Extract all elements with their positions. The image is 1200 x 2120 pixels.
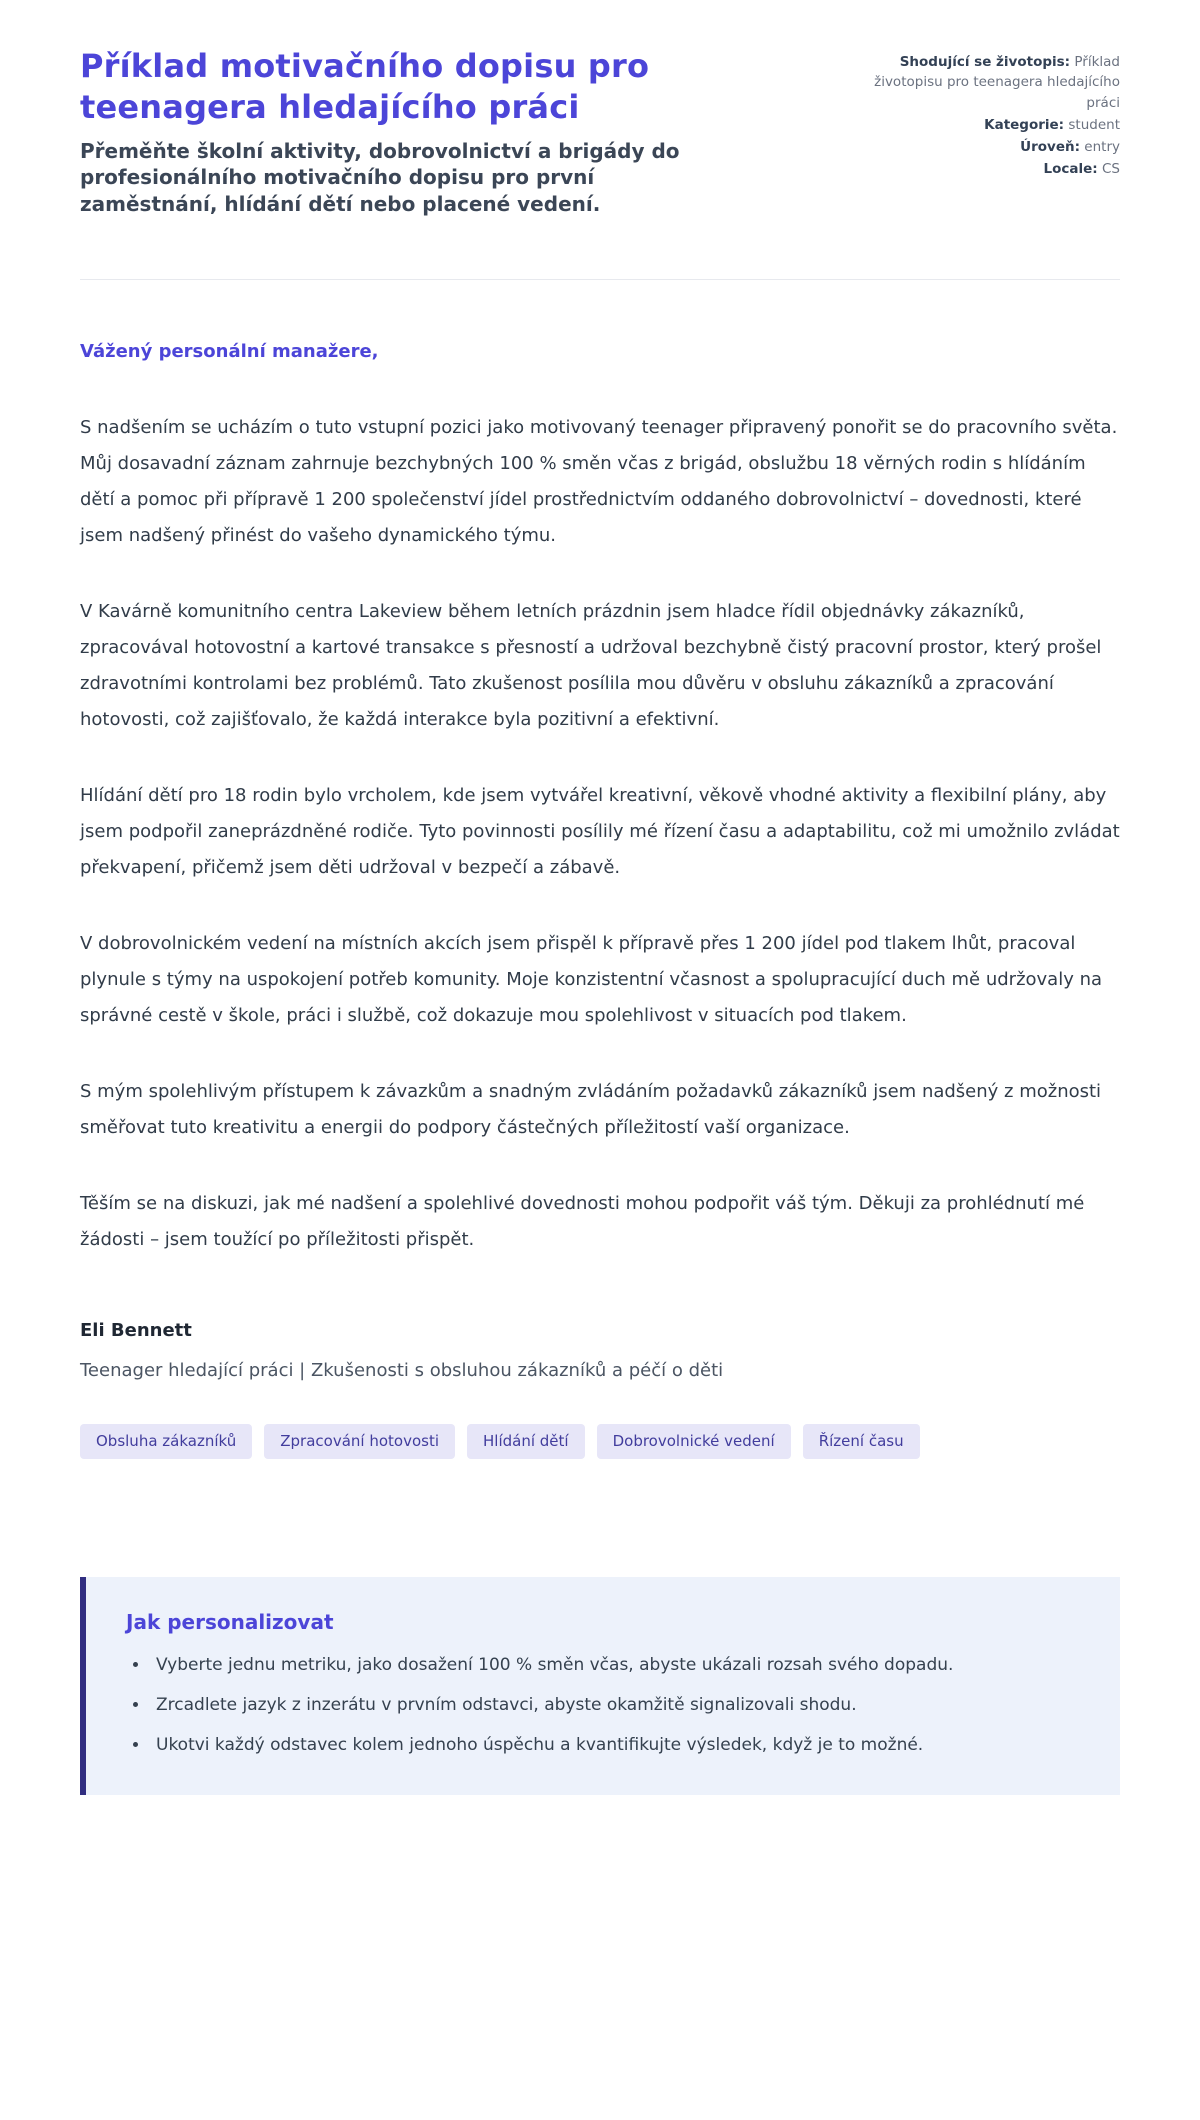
skill-tag-volunteer-leadership: Dobrovolnické vedení (597, 1424, 791, 1459)
signature-name: Eli Bennett (80, 1320, 192, 1342)
letter-paragraph-3: Hlídání dětí pro 18 rodin bylo vrcholem, kde jsem vytvářel kreativní, věkově vhodné aktivity a flexibilní plány, aby jsem podpořil zaneprázdněné rodiče. Tyto povinnosti posílily mé řízení času a adaptabilitu, což mi umožnilo zvládat překvapení, přičemž jsem děti udržoval v bezpečí a zábavě. (80, 785, 1120, 879)
header-title-block (80, 46, 720, 217)
tip-item-1: • Vyberte jednu metriku, jako dosažení 100 % směn včas, abyste ukázali rozsah svého dopadu. (150, 1651, 1080, 1681)
skill-tag-time-management: Řízení času (803, 1424, 920, 1459)
letter-paragraph-5: S mým spolehlivým přístupem k závazkům a snadným zvládáním požadavků zákazníků jsem nadšený z možnosti směřovat tuto kreativitu a energii do podpory částečných příležitostí vaší organizace. (80, 1081, 1102, 1139)
header-divider (80, 279, 1120, 280)
page-header (80, 46, 1120, 217)
cover-letter-page (80, 0, 1120, 1795)
meta-level-value: entry (1084, 139, 1120, 155)
letter-paragraph-2: V Kavárně komunitního centra Lakeview během letních prázdnin jsem hladce řídil objednávky zákazníků, zpracovával hotovostní a kartové transakce s přesností a udržoval bezchybně čistý pracovní prostor, který prošel zdravotními kontrolami bez problémů. Tato zkušenost posílila mou důvěru v obsluhu zákazníků a zpracování hotovosti, což zajišťovalo, že každá interakce byla pozitivní a efektivní. (80, 601, 1102, 731)
meta-level (870, 137, 1120, 157)
tips-title: Jak personalizovat (126, 1610, 334, 1635)
letter-paragraph-4: V dobrovolnickém vedení na místních akcích jsem přispěl k přípravě přes 1 200 jídel pod tlakem lhůt, pracoval plynule s týmy na uspokojení potřeb komunity. Moje konzistentní včasnost a spolupracující duch mě udržovaly na správné cestě v škole, práci i službě, což dokazuje mou spolehlivost v situacích pod tlakem. (80, 933, 1103, 1027)
meta-category-value: student (1068, 116, 1120, 133)
letter-body (80, 334, 1120, 1388)
letter-paragraph-6: Těším se na diskuzi, jak mé nadšení a spolehlivé dovednosti mohou podpořit váš tým. Děkuji za prohlédnutí mé žádosti – jsem toužící po příležitosti přispět. (80, 1193, 1085, 1251)
skill-tag-babysitting: Hlídání dětí (467, 1424, 585, 1459)
meta-category-label: Kategorie: (984, 116, 1065, 133)
meta-category (870, 115, 1120, 135)
tip-item-3: • Ukotvi každý odstavec kolem jednoho úspěchu a kvantifikujte výsledek, když je to možné. (150, 1731, 1080, 1761)
meta-level-label: Úroveň: (1020, 139, 1080, 155)
meta-matching-resume-label: Shodující se životopis: (899, 54, 1071, 70)
skill-tag-cash-handling: Zpracování hotovosti (264, 1424, 455, 1459)
meta-matching-resume (870, 52, 1120, 113)
meta-panel (870, 46, 1120, 182)
signature-role: Teenager hledající práci | Zkušenosti s obsluhou zákazníků a péčí o děti (80, 1360, 724, 1382)
tip-item-2: • Zrcadlete jazyk z inzerátu v prvním odstavci, abyste okamžitě signalizovali shodu. (150, 1691, 1080, 1721)
page-title: Příklad motivačního dopisu pro teenagera hledajícího práci (80, 47, 650, 126)
skill-tag-customer-service: Obsluha zákazníků (80, 1424, 252, 1459)
tips-list (126, 1651, 1080, 1760)
skill-tags (80, 1424, 1120, 1459)
letter-greeting: Vážený personální manažere, (80, 341, 379, 363)
meta-matching-resume-value: Příklad životopisu pro teenagera hledajícího práci (874, 54, 1120, 111)
meta-locale-label: Locale: (1043, 161, 1098, 178)
personalization-tips-box (80, 1577, 1120, 1794)
meta-locale (870, 159, 1120, 179)
page-subtitle: Přeměňte školní aktivity, dobrovolnictví a brigády do profesionálního motivačního dopisu pro první zaměstnání, hlídání dětí nebo placené vedení. (80, 138, 680, 216)
meta-locale-value: CS (1102, 161, 1120, 178)
letter-paragraph-1: S nadšením se ucházím o tuto vstupní pozici jako motivovaný teenager připravený ponořit se do pracovního světa. Můj dosavadní záznam zahrnuje bezchybných 100 % směn včas z brigád, obslužbu 18 věrných rodin s hlídáním dětí a pomoc při přípravě 1 200 společenství jídel prostřednictvím oddaného dobrovolnictví – dovednosti, které jsem nadšený přinést do vašeho dynamického týmu. (80, 417, 1118, 547)
